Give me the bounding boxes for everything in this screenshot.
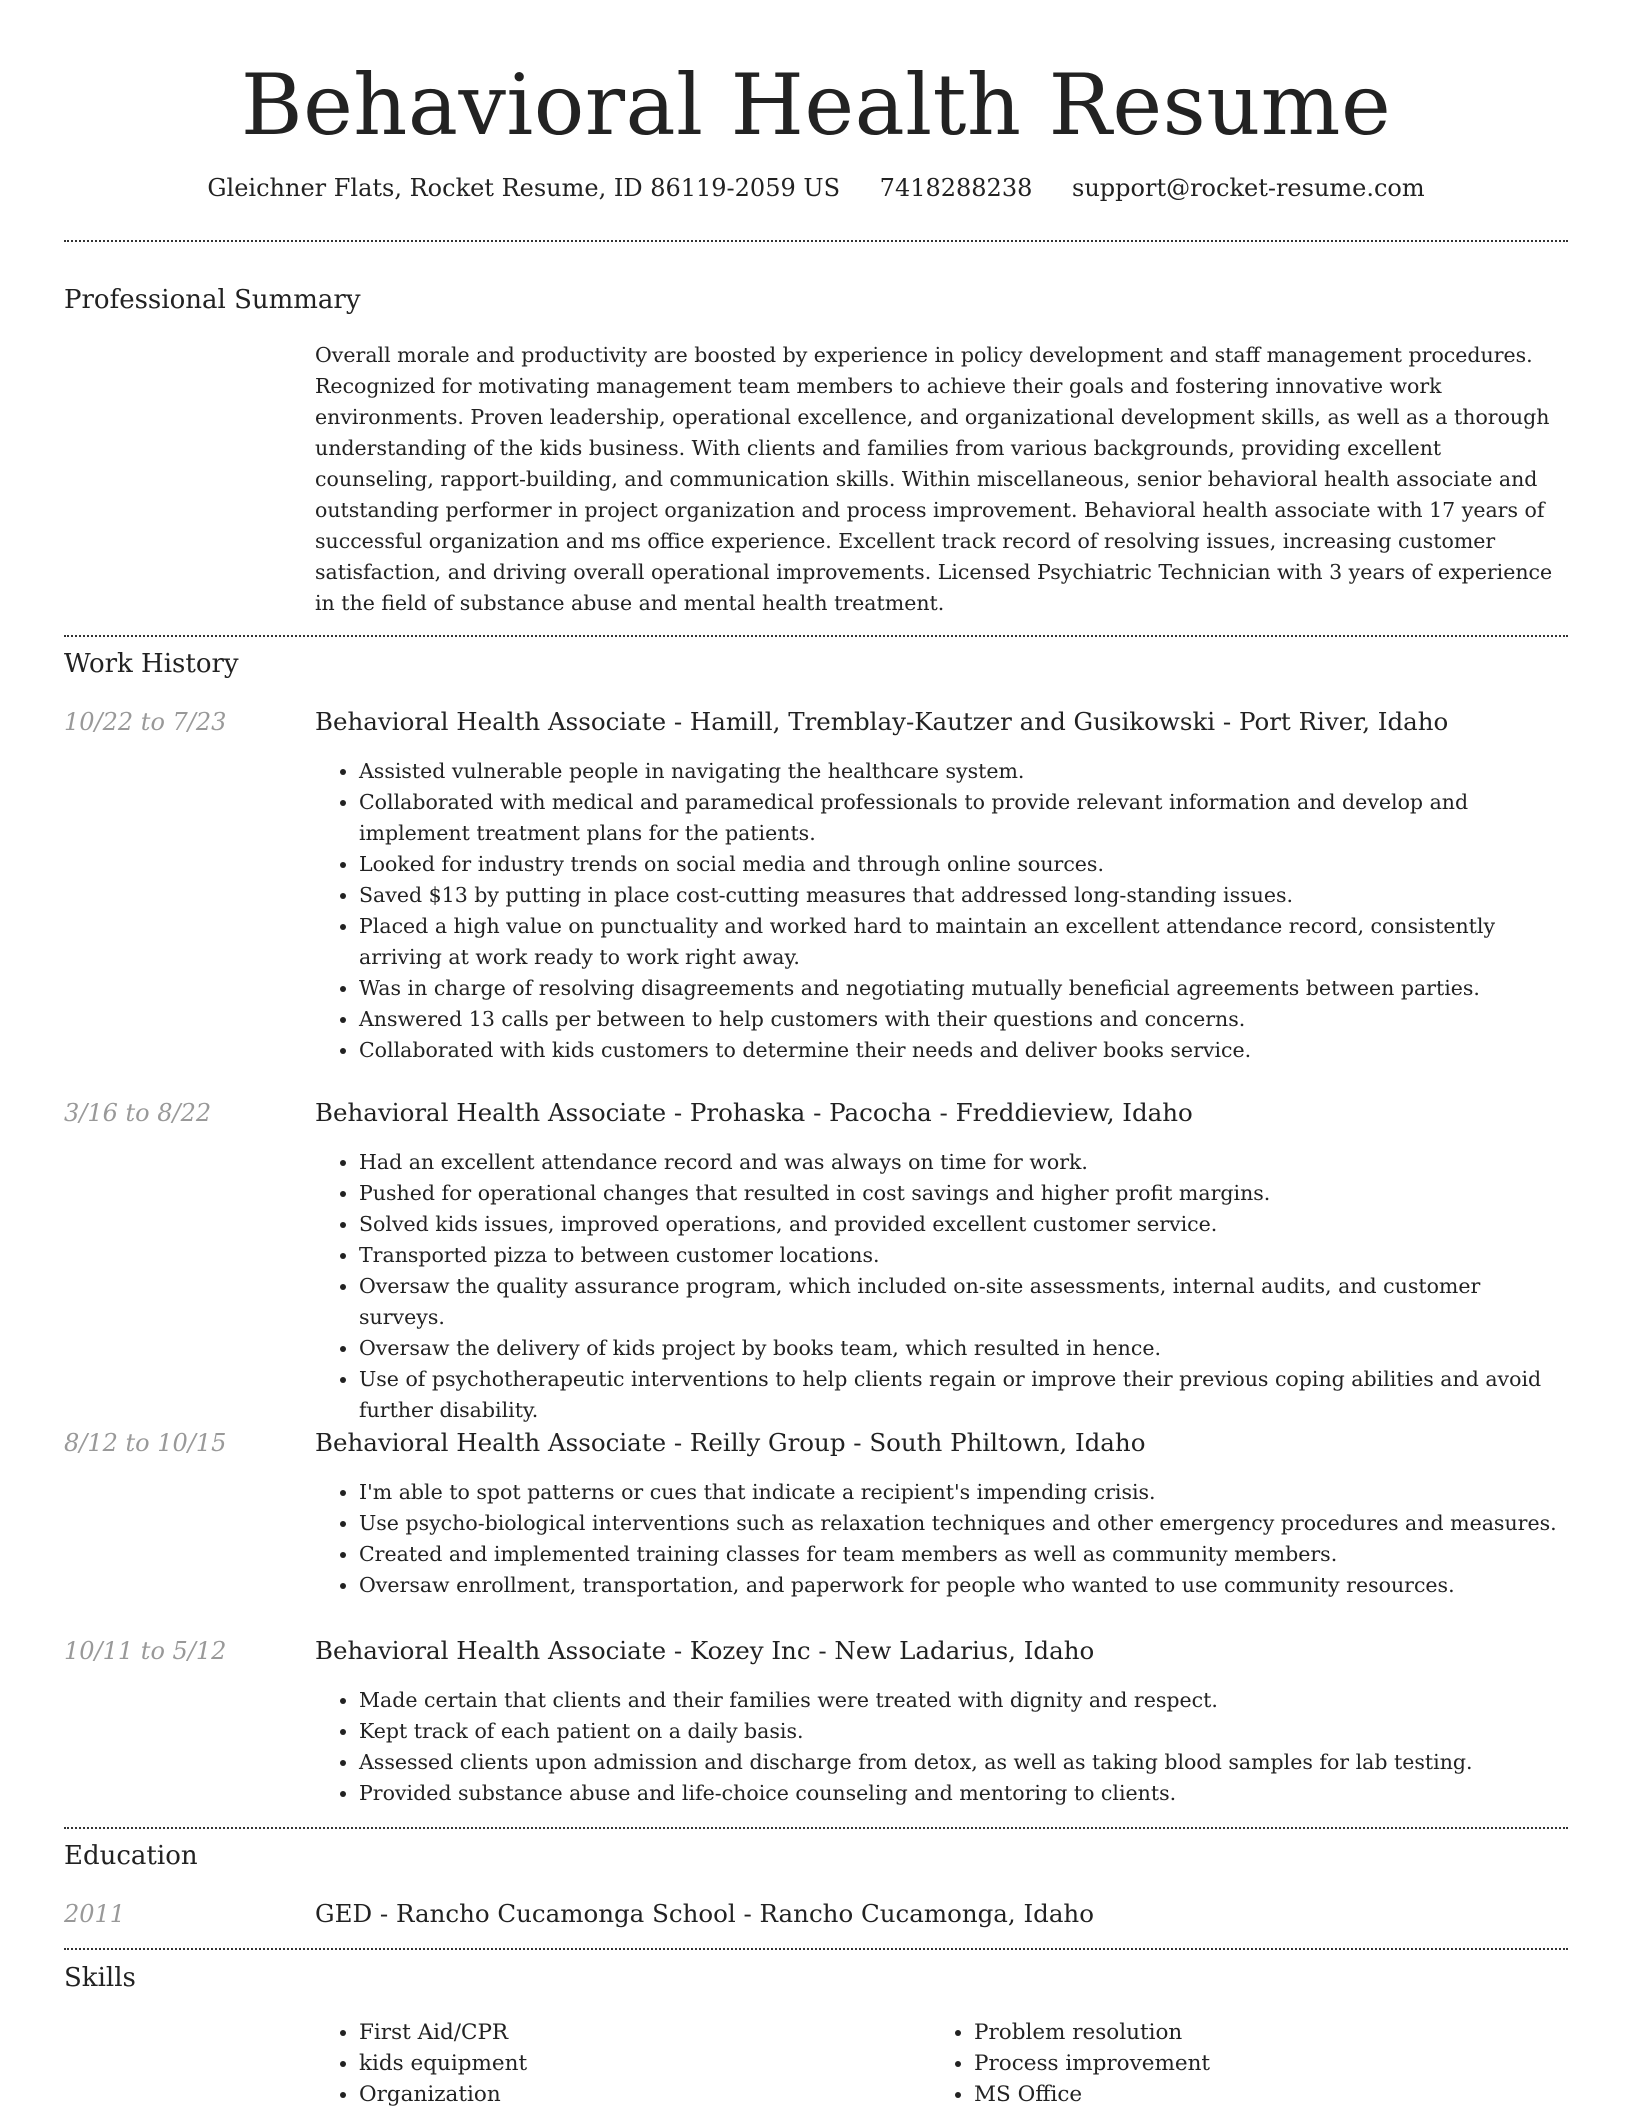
- job-title: Behavioral Health Associate - Reilly Group - South Philtown, Idaho: [315, 1428, 1146, 1457]
- skill-item: • kids equipment: [359, 2048, 959, 2079]
- skill-item: • MS Office: [974, 2079, 1574, 2110]
- job-bullet: • I'm able to spot patterns or cues that indicate a recipient's impending crisis.: [359, 1477, 1565, 1508]
- education-year: 2011: [64, 1900, 126, 1928]
- section-title-summary: Professional Summary: [64, 285, 361, 315]
- section-title-skills: Skills: [64, 1963, 136, 1993]
- job-bullets: [315, 756, 1565, 1066]
- job-bullet: • Made certain that clients and their families were treated with dignity and respect.: [359, 1685, 1565, 1716]
- job-bullet: • Assessed clients upon admission and discharge from detox, as well as taking blood samples for lab testing.: [359, 1747, 1565, 1778]
- job-bullet: • Pushed for operational changes that resulted in cost savings and higher profit margins.: [359, 1178, 1565, 1209]
- job-bullet: • Provided substance abuse and life-choice counseling and mentoring to clients.: [359, 1778, 1565, 1809]
- job-bullet: • Created and implemented training classes for team members as well as community members.: [359, 1539, 1565, 1570]
- job-bullet: • Placed a high value on punctuality and worked hard to maintain an excellent attendance record, consistently arriving at work ready to work right away.: [359, 911, 1565, 973]
- contact-line: [0, 170, 1632, 206]
- job-dates: 10/11 to 5/12: [64, 1637, 227, 1665]
- divider: [64, 635, 1568, 637]
- job-bullet: • Transported pizza to between customer locations.: [359, 1240, 1565, 1271]
- job-bullet: • Answered 13 calls per between to help customers with their questions and concerns.: [359, 1004, 1565, 1035]
- skills-list-left: [315, 2017, 959, 2110]
- section-title-work-history: Work History: [64, 649, 239, 679]
- job-bullets: [315, 1685, 1565, 1809]
- contact-email: support@rocket-resume.com: [1072, 174, 1425, 202]
- job-bullet: • Looked for industry trends on social media and through online sources.: [359, 849, 1565, 880]
- section-title-education: Education: [64, 1841, 198, 1871]
- summary-text: Overall morale and productivity are boosted by experience in policy development and staff management procedures. Recognized for motivating management team members to achieve their goals and fostering innovative work environments. Proven leadership, operational excellence, and organizational development skills, as well as a thorough understanding of the kids business. With clients and families from various backgrounds, providing excellent counseling, rapport-building, and communication skills. Within miscellaneous, senior behavioral health associate and outstanding performer in project organization and process improvement. Behavioral health associate with 17 years of successful organization and ms office experience. Excellent track record of resolving issues, increasing customer satisfaction, and driving overall operational improvements. Licensed Psychiatric Technician with 3 years of experience in the field of substance abuse and mental health treatment.: [315, 343, 1553, 615]
- skills-list-right: [930, 2017, 1574, 2110]
- skill-item: • Organization: [359, 2079, 959, 2110]
- contact-phone: 7418288238: [879, 174, 1033, 202]
- job-bullet: • Use of psychotherapeutic interventions to help clients regain or improve their previous coping abilities and avoid further disability.: [359, 1364, 1565, 1426]
- job-bullet: • Collaborated with kids customers to determine their needs and deliver books service.: [359, 1035, 1565, 1066]
- divider: [64, 1827, 1568, 1829]
- contact-address: Gleichner Flats, Rocket Resume, ID 86119-2059 US: [207, 174, 841, 202]
- resume-title: Behavioral Health Resume: [240, 56, 1392, 154]
- job-bullet: • Oversaw the quality assurance program, which included on-site assessments, internal audits, and customer surveys.: [359, 1271, 1565, 1333]
- job-bullet: • Saved $13 by putting in place cost-cutting measures that addressed long-standing issues.: [359, 880, 1565, 911]
- job-bullet: • Had an excellent attendance record and was always on time for work.: [359, 1147, 1565, 1178]
- skill-item: • Process improvement: [974, 2048, 1574, 2079]
- job-title: Behavioral Health Associate - Hamill, Tremblay-Kautzer and Gusikowski - Port River, Idaho: [315, 707, 1449, 736]
- education-entry: GED - Rancho Cucamonga School - Rancho Cucamonga, Idaho: [315, 1899, 1094, 1928]
- job-bullet: • Solved kids issues, improved operations, and provided excellent customer service.: [359, 1209, 1565, 1240]
- job-bullet: • Was in charge of resolving disagreements and negotiating mutually beneficial agreements between parties.: [359, 973, 1565, 1004]
- job-dates: 10/22 to 7/23: [64, 708, 227, 736]
- job-bullets: [315, 1147, 1565, 1426]
- job-bullet: • Use psycho-biological interventions such as relaxation techniques and other emergency procedures and measures.: [359, 1508, 1565, 1539]
- job-dates: 8/12 to 10/15: [64, 1429, 227, 1457]
- job-dates: 3/16 to 8/22: [64, 1099, 212, 1127]
- job-bullet: • Oversaw enrollment, transportation, and paperwork for people who wanted to use community resources.: [359, 1570, 1565, 1601]
- job-bullet: • Assisted vulnerable people in navigating the healthcare system.: [359, 756, 1565, 787]
- job-bullet: • Oversaw the delivery of kids project by books team, which resulted in hence.: [359, 1333, 1565, 1364]
- divider: [64, 1948, 1568, 1950]
- divider: [64, 240, 1568, 242]
- skill-item: • First Aid/CPR: [359, 2017, 959, 2048]
- job-bullet: • Kept track of each patient on a daily basis.: [359, 1716, 1565, 1747]
- job-bullet: • Collaborated with medical and paramedical professionals to provide relevant information and develop and implement treatment plans for the patients.: [359, 787, 1565, 849]
- skill-item: • Problem resolution: [974, 2017, 1574, 2048]
- job-title: Behavioral Health Associate - Prohaska - Pacocha - Freddieview, Idaho: [315, 1098, 1193, 1127]
- job-title: Behavioral Health Associate - Kozey Inc - New Ladarius, Idaho: [315, 1636, 1095, 1665]
- job-bullets: [315, 1477, 1565, 1601]
